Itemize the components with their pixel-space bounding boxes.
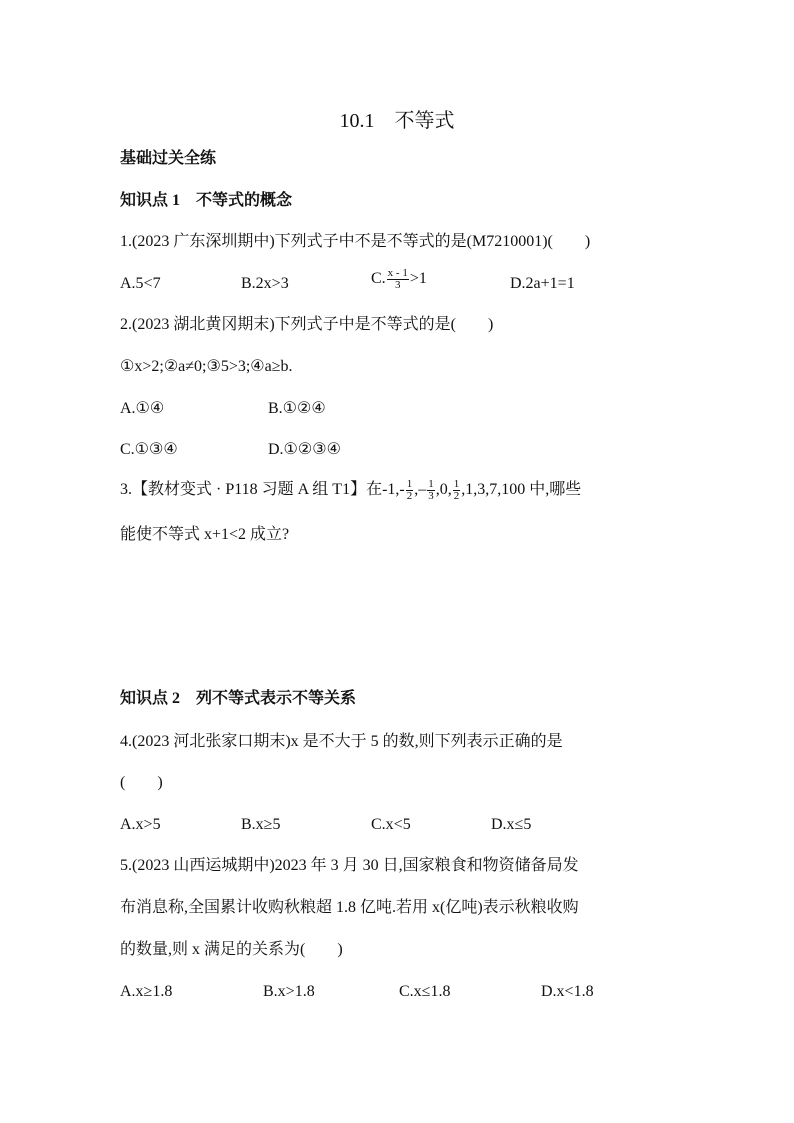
fraction (427, 479, 435, 502)
question-2-stem: 2.(2023 湖北黄冈期末)下列式子中是不等式的是( ) (120, 316, 494, 333)
question-3-suffix: ,1,3,7,100 中,哪些 (461, 481, 582, 499)
question-1-stem: 1.(2023 广东深圳期中)下列式子中不是不等式的是(M7210001)( ) (120, 233, 591, 250)
question-3-prefix: 3.【教材变式 · P118 习题 A 组 T1】在-1,- (120, 481, 405, 499)
question-5-stem-line-1: 5.(2023 山西运城期中)2023 年 3 月 30 日,国家粮食和物资储备局发 (120, 857, 579, 874)
fraction-numerator: 1 (453, 478, 460, 490)
question-3-separator: ,– (414, 481, 427, 499)
fraction-denominator: 2 (453, 490, 460, 502)
question-5-stem-line-2: 布消息称,全国累计收购秋粮超 1.8 亿吨.若用 x(亿吨)表示秋粮收购 (120, 899, 579, 916)
question-5-option-a: A.x≥1.8 (120, 983, 173, 1000)
question-4-stem-line-1: 4.(2023 河北张家口期末)x 是不大于 5 的数,则下列表示正确的是 (120, 733, 563, 750)
question-1-option-d: D.2a+1=1 (510, 275, 575, 292)
question-2-option-c: C.①③④ (120, 441, 178, 458)
question-4-option-c: C.x<5 (371, 816, 411, 833)
fraction-numerator: x - 1 (387, 267, 408, 279)
fraction (406, 479, 414, 502)
fraction-numerator: 1 (428, 478, 434, 490)
fraction-denominator: 3 (395, 279, 401, 291)
question-5-option-c: C.x≤1.8 (399, 983, 451, 1000)
question-5-option-d: D.x<1.8 (541, 983, 594, 1000)
question-5-option-b: B.x>1.8 (263, 983, 315, 1000)
fraction-denominator: 3 (428, 490, 434, 502)
section-heading: 基础过关全练 (120, 150, 217, 167)
question-2-option-b: B.①②④ (268, 400, 326, 417)
fraction (387, 268, 409, 291)
question-4-stem-line-2: ( ) (120, 774, 163, 791)
question-2-option-a: A.①④ (120, 400, 165, 417)
question-1-option-c-prefix: C. (371, 270, 386, 288)
page-title: 10.1 不等式 (339, 110, 455, 132)
question-3-separator: ,0, (435, 481, 452, 499)
question-2-option-d: D.①②③④ (268, 441, 341, 458)
question-2-items: ①x>2;②a≠0;③5>3;④a≥b. (120, 358, 293, 375)
question-1-option-a: A.5<7 (120, 275, 161, 292)
question-1-option-c-suffix: >1 (409, 270, 427, 288)
question-1-option-c (371, 268, 427, 291)
question-4-option-b: B.x≥5 (241, 816, 281, 833)
fraction-numerator: 1 (406, 478, 413, 490)
knowledge-point-1-heading: 知识点 1 不等式的概念 (120, 192, 293, 209)
question-3-stem-line-1 (120, 479, 581, 502)
question-4-option-d: D.x≤5 (491, 816, 532, 833)
question-5-stem-line-3: 的数量,则 x 满足的关系为( ) (120, 941, 343, 958)
fraction-denominator: 2 (406, 490, 413, 502)
knowledge-point-2-heading: 知识点 2 列不等式表示不等关系 (120, 690, 357, 707)
question-3-stem-line-2: 能使不等式 x+1<2 成立? (120, 526, 290, 543)
question-1-option-b: B.2x>3 (241, 275, 289, 292)
question-4-option-a: A.x>5 (120, 816, 161, 833)
fraction (453, 479, 461, 502)
